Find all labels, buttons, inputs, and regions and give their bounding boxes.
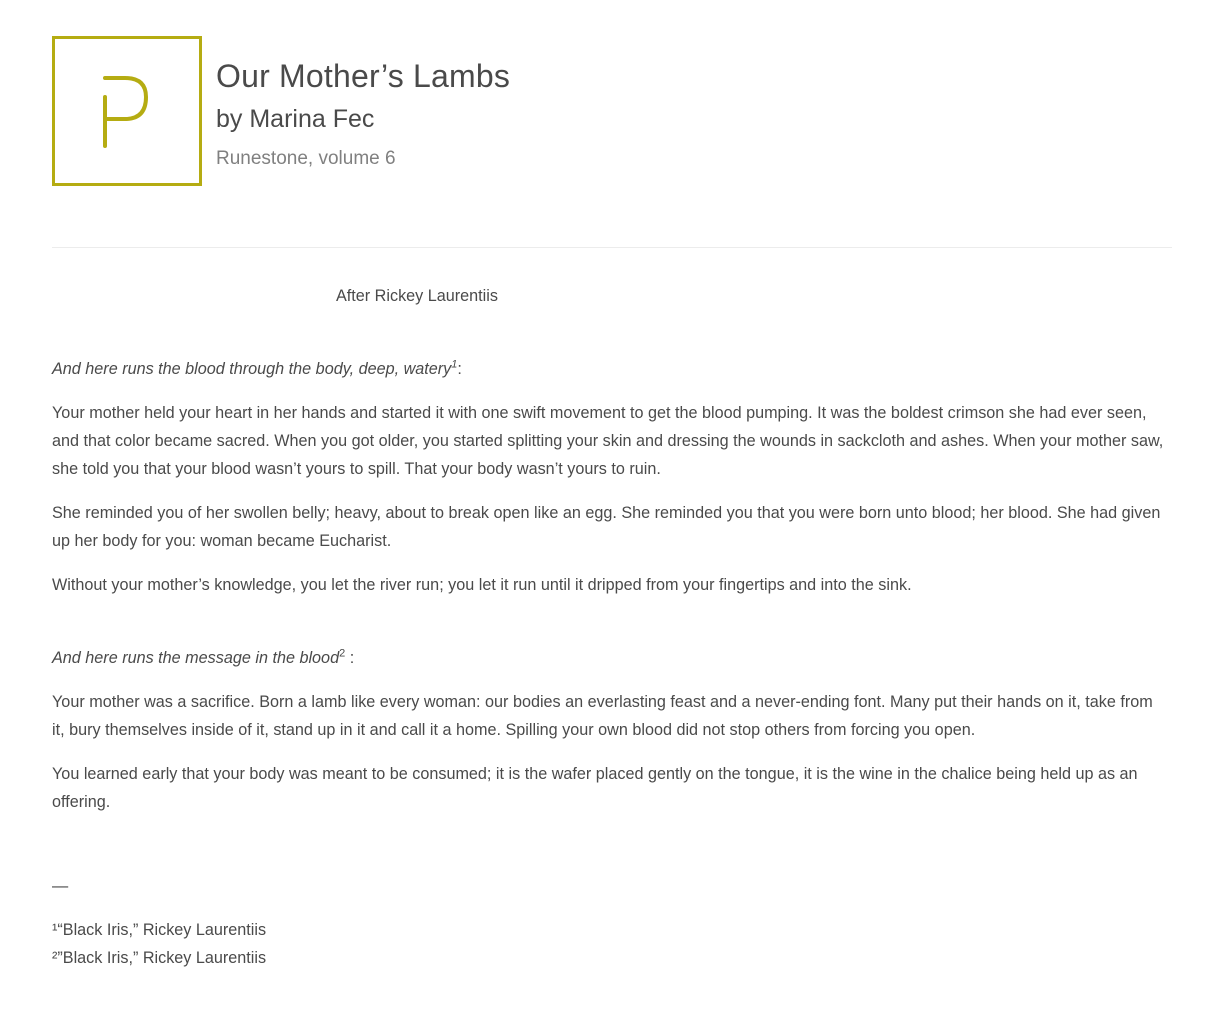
title-block — [216, 36, 510, 171]
paragraph: Your mother was a sacrifice. Born a lamb like every woman: our bodies an everlasting feast and a never-ending font. Many put their hands on it, take from it, bury themselves inside of it, stand up in it and call it a home. Spilling your own blood did not stop others from forcing you open. — [52, 693, 1153, 739]
paragraph: Your mother held your heart in her hands and started it with one swift movement to get the blood pumping. It was the boldest crimson she had ever seen, and that color became sacred. When you got older, you started splitting your skin and dressing the wounds in sackcloth and ashes. When your mother saw, she told you that your blood wasn’t yours to spill. That your body wasn’t yours to ruin. — [52, 404, 1164, 478]
paragraph: She reminded you of her swollen belly; heavy, about to break open like an egg. She reminded you that you were born unto blood; her blood. She had given up her body for you: woman became Eucharist. — [52, 504, 1161, 550]
article-header — [52, 36, 510, 186]
footnote: ¹“Black Iris,” Rickey Laurentiis — [52, 921, 267, 939]
paragraph: You learned early that your body was meant to be consumed; it is the wafer placed gently on the tongue, it is the wine in the chalice being held up as an offering. — [52, 765, 1138, 811]
publication-logo — [52, 36, 202, 186]
heading-punctuation: : — [345, 649, 355, 667]
paragraph: Without your mother’s knowledge, you let the river run; you let it run until it dripped from your fingertips and into the sink. — [52, 576, 912, 594]
p-glyph-icon — [55, 39, 199, 183]
section-heading-1 — [52, 355, 1167, 383]
footnote-ref[interactable]: 1 — [451, 358, 458, 371]
section-heading-text: And here runs the message in the blood — [52, 649, 340, 667]
section-heading-2 — [52, 644, 1167, 672]
page-title: Our Mother’s Lambs — [216, 58, 511, 94]
publication-name: Runestone, volume 6 — [216, 148, 396, 169]
footnote-ref[interactable]: 2 — [339, 647, 346, 660]
heading-punctuation: : — [457, 360, 462, 378]
footnotes — [52, 916, 1167, 972]
author-byline: by Marina Fec — [216, 105, 375, 133]
header-divider — [52, 247, 1172, 248]
footnote: ²”Black Iris,” Rickey Laurentiis — [52, 949, 267, 967]
section-heading-text: And here runs the blood through the body, deep, watery — [52, 360, 452, 378]
article-body — [52, 282, 1167, 972]
epigraph: After Rickey Laurentiis — [336, 287, 498, 305]
footnote-separator: — — [52, 877, 69, 895]
